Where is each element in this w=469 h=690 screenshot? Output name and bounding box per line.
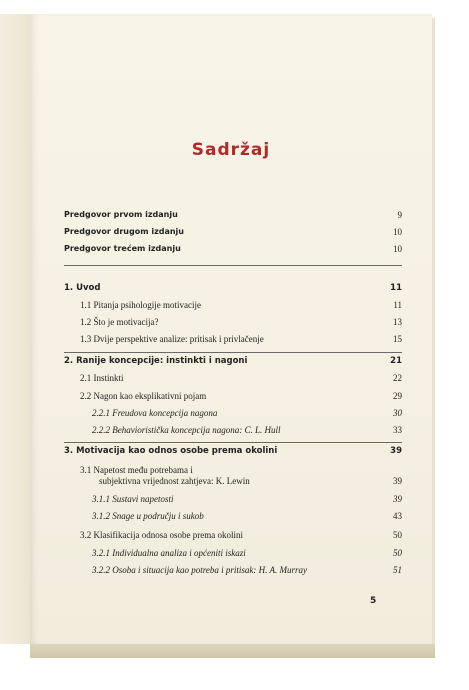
toc-entry-page: 10 — [393, 227, 402, 237]
toc-entry-page: 11 — [393, 300, 402, 310]
toc-entry-label: 2.2.1 Freudova koncepcija nagona — [92, 408, 218, 418]
toc-entry-page: 50 — [393, 530, 402, 540]
chapter-divider — [64, 265, 402, 266]
toc-entry-page: 39 — [393, 476, 402, 486]
toc-entry-label: 1.3 Dvije perspektive analize: pritisak i privlačenje — [80, 334, 264, 344]
toc-entry-label: 1.1 Pitanja psihologije motivacije — [80, 300, 201, 310]
toc-entry-label: 3.2.2 Osoba i situacija kao potreba i pritisak: H. A. Murray — [92, 565, 307, 575]
toc-subentry — [92, 494, 402, 508]
toc-subentry — [92, 425, 402, 439]
toc-chapter-label: 2. Ranije koncepcije: instinkti i nagoni — [64, 356, 248, 366]
toc-entry-page: 43 — [393, 511, 402, 521]
toc-entry-label-continued: subjektivna vrijednost zahtjeva: K. Lewin — [99, 476, 250, 486]
toc-entry-page: 15 — [393, 334, 402, 344]
toc-entry-page: 51 — [393, 565, 402, 575]
toc-entry-label: 3.1.1 Sustavi napetosti — [92, 494, 174, 504]
toc-entry-label: 3.2.1 Individualna analiza i općeniti iskazi — [92, 548, 246, 558]
toc-entry-label: 3.1.2 Snage u području i sukob — [92, 511, 204, 521]
toc-entry-label: 2.1 Instinkti — [80, 373, 124, 383]
toc-chapter-2 — [64, 356, 402, 370]
toc-entry-preface-2 — [64, 227, 402, 241]
toc-entry-label: 1.2 Što je motivacija? — [80, 317, 159, 327]
toc-entry-page: 30 — [393, 408, 402, 418]
page-number: 5 — [370, 596, 377, 606]
toc-chapter-page: 39 — [390, 446, 402, 456]
toc-entry-preface-1 — [64, 210, 402, 224]
toc-chapter-page: 21 — [390, 356, 402, 366]
book-bottom-edge — [30, 644, 435, 658]
toc-subentry — [92, 565, 402, 579]
toc-entry-label: 3.2 Klasifikacija odnosa osobe prema okolini — [80, 530, 243, 540]
toc-entry — [80, 334, 402, 348]
toc-entry-label: Predgovor trećem izdanju — [64, 244, 181, 253]
toc-subentry — [92, 548, 402, 562]
toc-entry — [80, 373, 402, 387]
toc-entry-page: 22 — [393, 373, 402, 383]
toc-entry-page: 9 — [397, 210, 402, 220]
toc-entry — [80, 530, 402, 544]
toc-chapter-page: 11 — [390, 283, 402, 293]
toc-entry-page: 50 — [393, 548, 402, 558]
toc-entry — [80, 300, 402, 314]
toc-entry — [80, 391, 402, 405]
chapter-divider — [64, 442, 402, 443]
toc-entry — [80, 317, 402, 331]
toc-entry-label: Predgovor drugom izdanju — [64, 227, 184, 236]
toc-entry-preface-3 — [64, 244, 402, 258]
contents-page — [30, 14, 432, 644]
toc-subentry — [92, 511, 402, 525]
page-title: Sadržaj — [191, 140, 271, 160]
toc-chapter-1 — [64, 283, 402, 297]
toc-entry-page: 13 — [393, 317, 402, 327]
toc-entry-page: 33 — [393, 425, 402, 435]
toc-chapter-3 — [64, 446, 402, 460]
toc-entry-label: Predgovor prvom izdanju — [64, 210, 178, 219]
toc-entry-page: 10 — [393, 244, 402, 254]
toc-chapter-label: 1. Uvod — [64, 283, 101, 293]
toc-chapter-label: 3. Motivacija kao odnos osobe prema okolini — [64, 446, 278, 456]
toc-entry-label: 2.2 Nagon kao eksplikativni pojam — [80, 391, 207, 401]
chapter-divider — [64, 352, 402, 353]
toc-subentry — [92, 408, 402, 422]
toc-entry-label: 3.1 Napetost među potrebama i — [80, 465, 193, 475]
toc-entry-page: 39 — [393, 494, 402, 504]
left-page-edge — [0, 14, 31, 644]
toc-entry — [80, 476, 402, 490]
toc-entry-label: 2.2.2 Behavioristička koncepcija nagona: C. L. Hull — [92, 425, 281, 435]
toc-entry-page: 29 — [393, 391, 402, 401]
